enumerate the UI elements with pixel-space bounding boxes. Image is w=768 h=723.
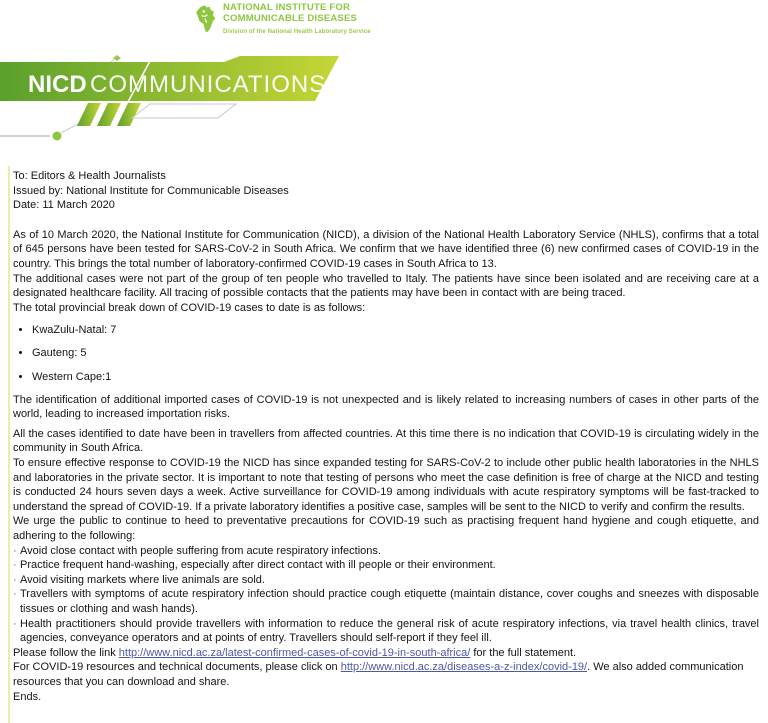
- covid19-resources-link[interactable]: http://www.nicd.ac.za/diseases-a-z-index/covid-19/: [340, 661, 588, 674]
- org-name-line1: NATIONAL INSTITUTE FOR: [223, 2, 351, 13]
- nicd-communications-banner: [0, 55, 400, 169]
- press-release-body: [8, 166, 768, 723]
- recipient-line: To: Editors & Health Journalists: [13, 170, 166, 182]
- para-identification: The identification of additional imported cases of COVID-19 is not unexpected and is likely related to increasing numbers of cases in other parts of the world, leading to increased importation risks.: [13, 393, 759, 421]
- precautions-list: [13, 544, 759, 646]
- list-item: · Travellers with symptoms of acute respiratory infection should practice cough etiquette (maintain distance, cover coughs and sneezes with disposable tissues or clothing and wash hands).: [20, 587, 759, 616]
- full-statement-link[interactable]: http://www.nicd.ac.za/latest-confirmed-cases-of-covid-19-in-south-africa/: [118, 646, 471, 659]
- list-item: · Practice frequent hand-washing, especially after direct contact with ill people or their environment.: [20, 558, 759, 573]
- link2-suffix: . We also added communication resources that you can download and share.: [13, 661, 744, 688]
- banner-title-text: COMMUNICATIONS: [90, 71, 327, 98]
- full-statement-line: [13, 646, 759, 661]
- date-line: Date: 11 March 2020: [13, 199, 115, 212]
- link1-prefix: Please follow the link: [13, 646, 119, 659]
- banner-brand-text: NICD: [28, 71, 87, 98]
- province-breakdown-list: [13, 323, 759, 384]
- para-urge-public: We urge the public to continue to heed to preventative precautions for COVID-19 such as practising frequent hand hygiene and cough etiquette, and adhering to the following:: [13, 515, 759, 542]
- para-response: To ensure effective response to COVID-19 the NICD has since expanded testing for SARS-CoV-2 to include other public health laboratories in the NHLS and laboratories in the private sector. It is important to note that testing of persons who meet the case definition is free of charge at the NICD and testing is conducted 24 hours seven days a week. Active surveillance for COVID-19 among individuals with acute respiratory symptoms will be fast-tracked to understand the spread of COVID-19. If a private laboratory identifies a positive case, samples will be sent to the NICD to verify and confirm the results.: [13, 457, 759, 513]
- org-name-line2: COMMUNICABLE DISEASES: [223, 12, 358, 24]
- banner-stripes: [77, 103, 141, 126]
- banner-outline-shape: [132, 104, 236, 118]
- list-item: · Avoid visiting markets where live animals are sold.: [20, 573, 759, 588]
- para-provincial-breakdown-intro: The total provincial break down of COVID-19 cases to date is as follows:: [13, 301, 366, 314]
- list-item: · Avoid close contact with people suffering from acute respiratory infections.: [20, 544, 759, 559]
- list-item: • KwaZulu-Natal: 7: [32, 323, 759, 338]
- issued-by-line: Issued by: National Institute for Communicable Diseases: [13, 184, 289, 197]
- nicd-logo: [193, 3, 371, 35]
- para-cases-summary: As of 10 March 2020, the National Institute for Communication (NICD), a division of the National Health Laboratory Service (NHLS), confirms that a total of 645 persons have been tested for SARS-CoV-2 in South Africa. We confirm that we have identified three (6) new confirmed cases of COVID-19 in the country. This brings the total number of laboratory-confirmed COVID-19 cases in South Africa to 13.: [13, 228, 759, 270]
- response-block: [13, 427, 759, 515]
- ends-line: Ends.: [13, 690, 42, 703]
- list-item: · Health practitioners should provide travellers with information to reduce the general risk of acute respiratory infections, via travel health clinics, travel agencies, conveyance operators and at points of entry. Travellers should self-report if they feel ill.: [20, 617, 759, 646]
- list-item: • Gauteng: 5: [32, 346, 759, 361]
- org-division-line: Division of the National Health Laboratory Service: [223, 29, 371, 35]
- para-additional-cases: The additional cases were not part of the group of ten people who travelled to Italy. The patients have since been isolated and are receiving care at a designated healthcare facility. All tracing of possible contacts that the patients may have been in contact with are being traced.: [13, 272, 759, 300]
- document-header: [0, 0, 768, 166]
- link2-prefix: For COVID-19 resources and technical documents, please click on: [13, 661, 341, 674]
- resources-line: [13, 660, 759, 689]
- para-all-cases: All the cases identified to date have been in travellers from affected countries. At this time there is no indication that COVID-19 is circulating widely in the community in South Africa.: [13, 427, 759, 455]
- link1-suffix: for the full statement.: [470, 646, 577, 659]
- list-item: • Western Cape:1: [32, 370, 759, 385]
- cases-summary-block: [13, 228, 759, 316]
- banner-node-dot: [53, 132, 62, 141]
- africa-map-icon: [193, 3, 217, 35]
